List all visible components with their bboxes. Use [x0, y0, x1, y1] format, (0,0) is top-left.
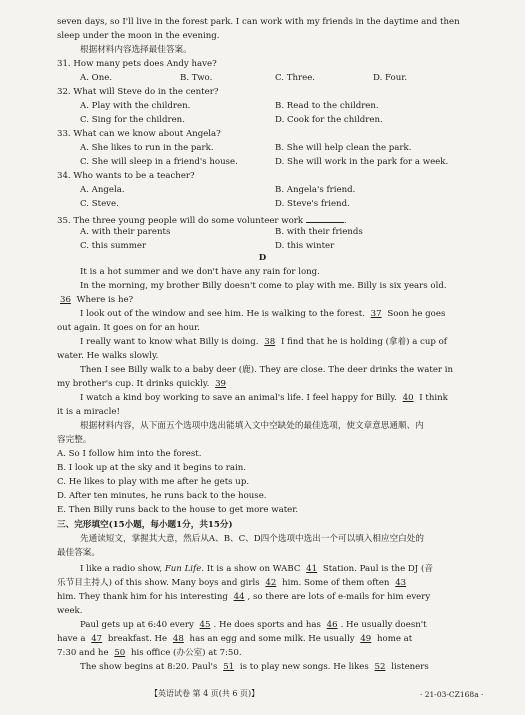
answer-blank[interactable]: [306, 214, 344, 223]
answer-blank[interactable]: 44: [233, 592, 245, 602]
question-stem: 33. What can we know about Angela?: [57, 129, 221, 139]
option[interactable]: C. Sing for the children.: [80, 115, 185, 125]
instruction: 先通读短文，掌握其大意，然后从A、B、C、D四个选项中选出一个可以填入相应空白处的: [80, 534, 424, 544]
option[interactable]: B. Read to the children.: [275, 101, 379, 111]
passage-text: sleep under the moon in the evening.: [57, 31, 220, 41]
instruction: 根据材料内容，从下面五个选项中选出能填入文中空缺处的最佳选项，使文章意思通顺、内: [80, 421, 424, 431]
passage-text: him. They thank him for his interesting 44 , so there are lots of e-mails for him every: [57, 592, 431, 602]
answer-blank[interactable]: 49: [360, 634, 372, 644]
answer-blank[interactable]: 38: [264, 337, 276, 347]
passage-text: I really want to know what Billy is doing. 38 I find that he is holding (拿着) a cup of: [80, 337, 447, 347]
paper-code: · 21-03-CZ168a ·: [420, 690, 484, 699]
passage-text: Paul gets up at 6:40 every 45 . He does sports and has 46 . He usually doesn't: [80, 620, 427, 630]
instruction: 容完整。: [57, 435, 92, 445]
passage-text: 36 Where is he?: [57, 296, 133, 305]
answer-blank[interactable]: 43: [395, 578, 407, 588]
choice-item[interactable]: B. I look up at the sky and it begins to rain.: [57, 463, 246, 473]
option[interactable]: B. with their friends: [275, 227, 363, 237]
passage-text: it is a miracle!: [57, 407, 120, 417]
answer-blank[interactable]: 50: [114, 648, 126, 658]
option[interactable]: C. Three.: [275, 73, 316, 83]
option[interactable]: A. Play with the children.: [80, 101, 191, 111]
choice-item[interactable]: C. He likes to play with me after he gets up.: [57, 477, 250, 487]
passage-text: week.: [57, 606, 83, 616]
choice-item[interactable]: A. So I follow him into the forest.: [57, 449, 202, 459]
instruction: 最佳答案。: [57, 548, 100, 558]
option[interactable]: A. One.: [80, 73, 113, 83]
answer-blank[interactable]: 47: [91, 634, 103, 644]
choice-item[interactable]: E. Then Billy runs back to the house to get more water.: [57, 505, 299, 515]
option[interactable]: D. She will work in the park for a week.: [275, 157, 449, 167]
passage-text: out again. It goes on for an hour.: [57, 323, 201, 333]
passage-text: I like a radio show, Fun Life. It is a show on WABC 41 Station. Paul is the DJ (音: [80, 564, 433, 574]
answer-blank[interactable]: 42: [265, 578, 277, 588]
option[interactable]: C. Steve.: [80, 199, 119, 209]
passage-text: water. He walks slowly.: [57, 351, 159, 361]
answer-blank[interactable]: 41: [306, 564, 318, 574]
option[interactable]: D. Steve's friend.: [275, 199, 350, 209]
answer-blank[interactable]: 51: [223, 662, 235, 672]
section-heading: D: [258, 253, 267, 263]
option[interactable]: C. She will sleep in a friend's house.: [80, 157, 238, 167]
option[interactable]: B. She will help clean the park.: [275, 143, 412, 153]
passage-text: It is a hot summer and we don't have any rain for long.: [80, 267, 320, 277]
passage-text: 乐节目主持人) of this show. Many boys and girls 42 him. Some of them often 43: [57, 579, 409, 588]
question-stem: 31. How many pets does Andy have?: [57, 59, 217, 69]
option[interactable]: B. Angela's friend.: [275, 185, 356, 195]
question-stem: 32. What will Steve do in the center?: [57, 87, 219, 97]
answer-blank[interactable]: 48: [172, 634, 184, 644]
option[interactable]: A. with their parents: [80, 227, 171, 237]
answer-blank[interactable]: 40: [402, 393, 414, 403]
answer-blank[interactable]: 52: [374, 662, 386, 672]
answer-blank[interactable]: 37: [370, 309, 382, 319]
section-title: 三、完形填空(15小题，每小题1分，共15分): [57, 520, 233, 530]
option[interactable]: B. Two.: [180, 73, 213, 83]
page-footer: 【英语试卷 第 4 页(共 6 页)】: [150, 689, 260, 698]
passage-text: The show begins at 8:20. Paul's 51 is to play new songs. He likes 52 listeners: [80, 662, 429, 672]
option[interactable]: D. this winter: [275, 241, 335, 251]
answer-blank[interactable]: 45: [199, 620, 211, 630]
passage-text: I look out of the window and see him. He is walking to the forest. 37 Soon he goes: [80, 309, 446, 319]
passage-text: Then I see Billy walk to a baby deer (鹿). They are close. The deer drinks the water in: [80, 365, 454, 375]
passage-text: I watch a kind boy working to save an animal's life. I feel happy for Billy. 40 I think: [80, 393, 448, 403]
passage-text: In the morning, my brother Billy doesn't come to play with me. Billy is six years old.: [80, 281, 447, 291]
option[interactable]: C. this summer: [80, 241, 147, 251]
answer-blank[interactable]: 39: [215, 379, 227, 389]
instruction: 根据材料内容选择最佳答案。: [80, 45, 192, 55]
passage-text: seven days, so I'll live in the forest park. I can work with my friends in the daytime and then: [57, 17, 460, 27]
passage-text: 7:30 and he 50 his office (办公室) at 7:50.: [57, 648, 242, 658]
answer-blank[interactable]: 46: [326, 620, 338, 630]
choice-item[interactable]: D. After ten minutes, he runs back to the house.: [57, 491, 267, 501]
option[interactable]: A. Angela.: [80, 185, 125, 195]
question-stem: 35. The three young people will do some volunteer work .: [57, 216, 347, 226]
answer-blank[interactable]: 36: [60, 295, 71, 305]
passage-text: have a 47 breakfast. He 48 has an egg and some milk. He usually 49 home at: [57, 634, 413, 644]
option[interactable]: D. Four.: [373, 73, 408, 83]
option[interactable]: A. She likes to run in the park.: [80, 143, 214, 153]
option[interactable]: D. Cook for the children.: [275, 115, 383, 125]
question-stem: 34. Who wants to be a teacher?: [57, 171, 195, 181]
passage-text: my brother's cup. It drinks quickly. 39: [57, 380, 229, 389]
